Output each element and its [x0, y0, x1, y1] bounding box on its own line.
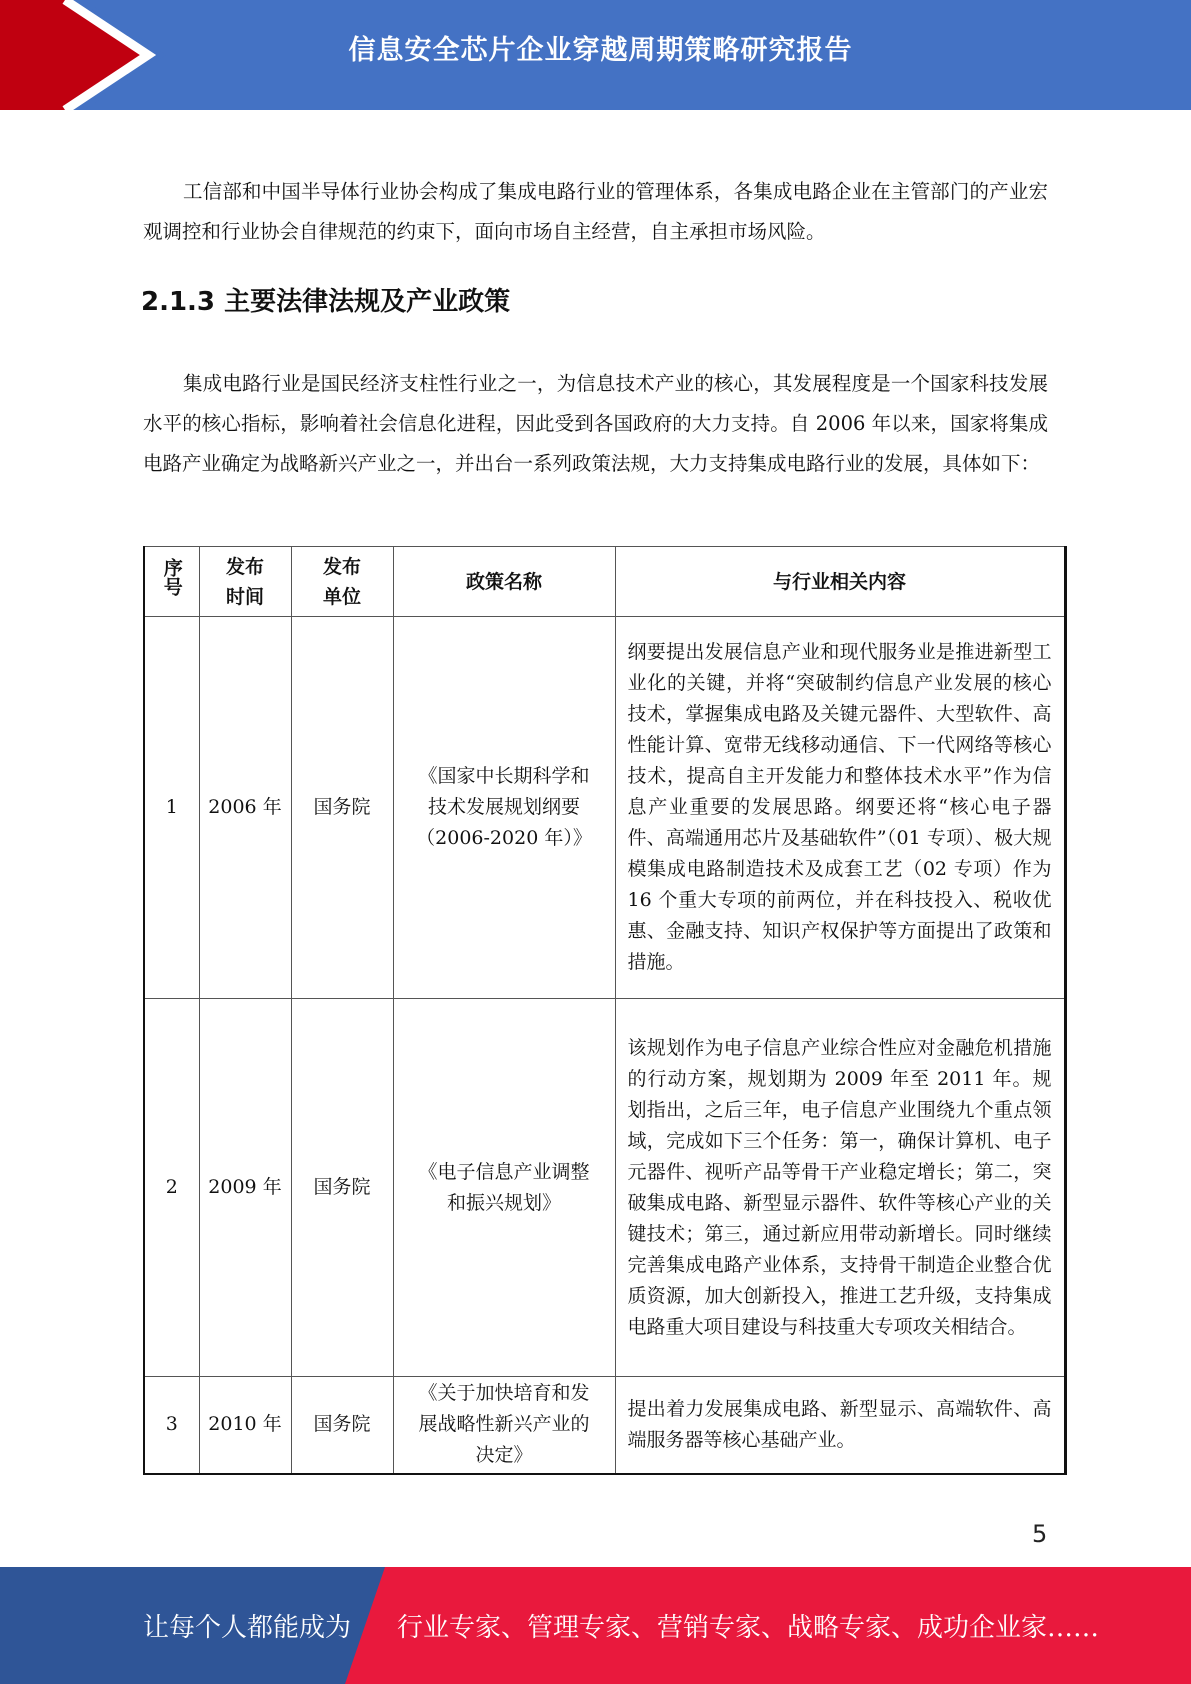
header-name: 政策名称 [393, 547, 615, 617]
header-time: 发布时间 [199, 547, 291, 617]
table-row [144, 617, 1065, 999]
cell-policy-name: 《关于加快培育和发展战略性新兴产业的决定》 [393, 1377, 615, 1474]
cell-unit: 国务院 [291, 999, 393, 1377]
cell-content: 纲要提出发展信息产业和现代服务业是推进新型工业化的关键，并将“突破制约信息产业发展的核心技术，掌握集成电路及关键元器件、大型软件、高性能计算、宽带无线移动通信、下一代网络等核心技术，提高自主开发能力和整体技术水平”作为信息产业重要的发展思路。纲要还将“核心电子器件、高端通用芯片及基础软件”（01 专项）、极大规模集成电路制造技术及成套工艺（02 专项）作为 16 个重大专项的前两位，并在科技投入、税收优惠、金融支持、知识产权保护等方面提出了政策和措施。 [615, 617, 1065, 999]
cell-unit: 国务院 [291, 617, 393, 999]
policy-intro-paragraph: 集成电路行业是国民经济支柱性行业之一，为信息技术产业的核心，其发展程度是一个国家科技发展水平的核心指标，影响着社会信息化进程，因此受到各国政府的大力支持。自 2006 年以来，国家将集成电路产业确定为战略新兴产业之一，并出台一系列政策法规，大力支持集成电路行业的发展，具体如下： [143, 372, 1048, 475]
footer-slogan-right: 行业专家、管理专家、营销专家、战略专家、成功企业家…… [397, 1613, 1100, 1643]
table-row [144, 1377, 1065, 1474]
cell-time: 2006 年 [199, 617, 291, 999]
cell-content: 该规划作为电子信息产业综合性应对金融危机措施的行动方案，规划期为 2009 年至 2011 年。规划指出，之后三年，电子信息产业围绕九个重点领域，完成如下三个任务：第一，确保计算机、电子元器件、视听产品等骨干产业稳定增长；第二，突破集成电路、新型显示器件、软件等核心产业的关键技术；第三，通过新应用带动新增长。同时继续完善集成电路产业体系，支持骨干制造企业整合优质资源，加大创新投入，推进工艺升级，支持集成电路重大项目建设与科技重大专项攻关相结合。 [615, 999, 1065, 1377]
intro-paragraph: 工信部和中国半导体行业协会构成了集成电路行业的管理体系，各集成电路企业在主管部门的产业宏观调控和行业协会自律规范的约束下，面向市场自主经营，自主承担市场风险。 [143, 180, 1048, 243]
table-header-row [144, 547, 1065, 617]
cell-no: 3 [144, 1377, 199, 1474]
header-no: 序号 [144, 547, 199, 617]
cell-policy-name: 《国家中长期科学和技术发展规划纲要（2006-2020 年）》 [393, 617, 615, 999]
footer-slogan-left: 让每个人都能成为 [143, 1613, 352, 1643]
table-row [144, 999, 1065, 1377]
cell-time: 2009 年 [199, 999, 291, 1377]
header-unit: 发布单位 [291, 547, 393, 617]
page-header [0, 0, 1191, 110]
report-title: 信息安全芯片企业穿越周期策略研究报告 [348, 35, 853, 66]
page-number: 5 [1032, 1520, 1048, 1548]
header-content: 与行业相关内容 [615, 547, 1065, 617]
page-footer [0, 1567, 1191, 1684]
cell-no: 1 [144, 617, 199, 999]
cell-content: 提出着力发展集成电路、新型显示、高端软件、高端服务器等核心基础产业。 [615, 1377, 1065, 1474]
cell-no: 2 [144, 999, 199, 1377]
cell-policy-name: 《电子信息产业调整和振兴规划》 [393, 999, 615, 1377]
cell-unit: 国务院 [291, 1377, 393, 1474]
cell-time: 2010 年 [199, 1377, 291, 1474]
section-heading: 2.1.3 主要法律法规及产业政策 [141, 287, 511, 317]
policy-table [143, 546, 1067, 1475]
